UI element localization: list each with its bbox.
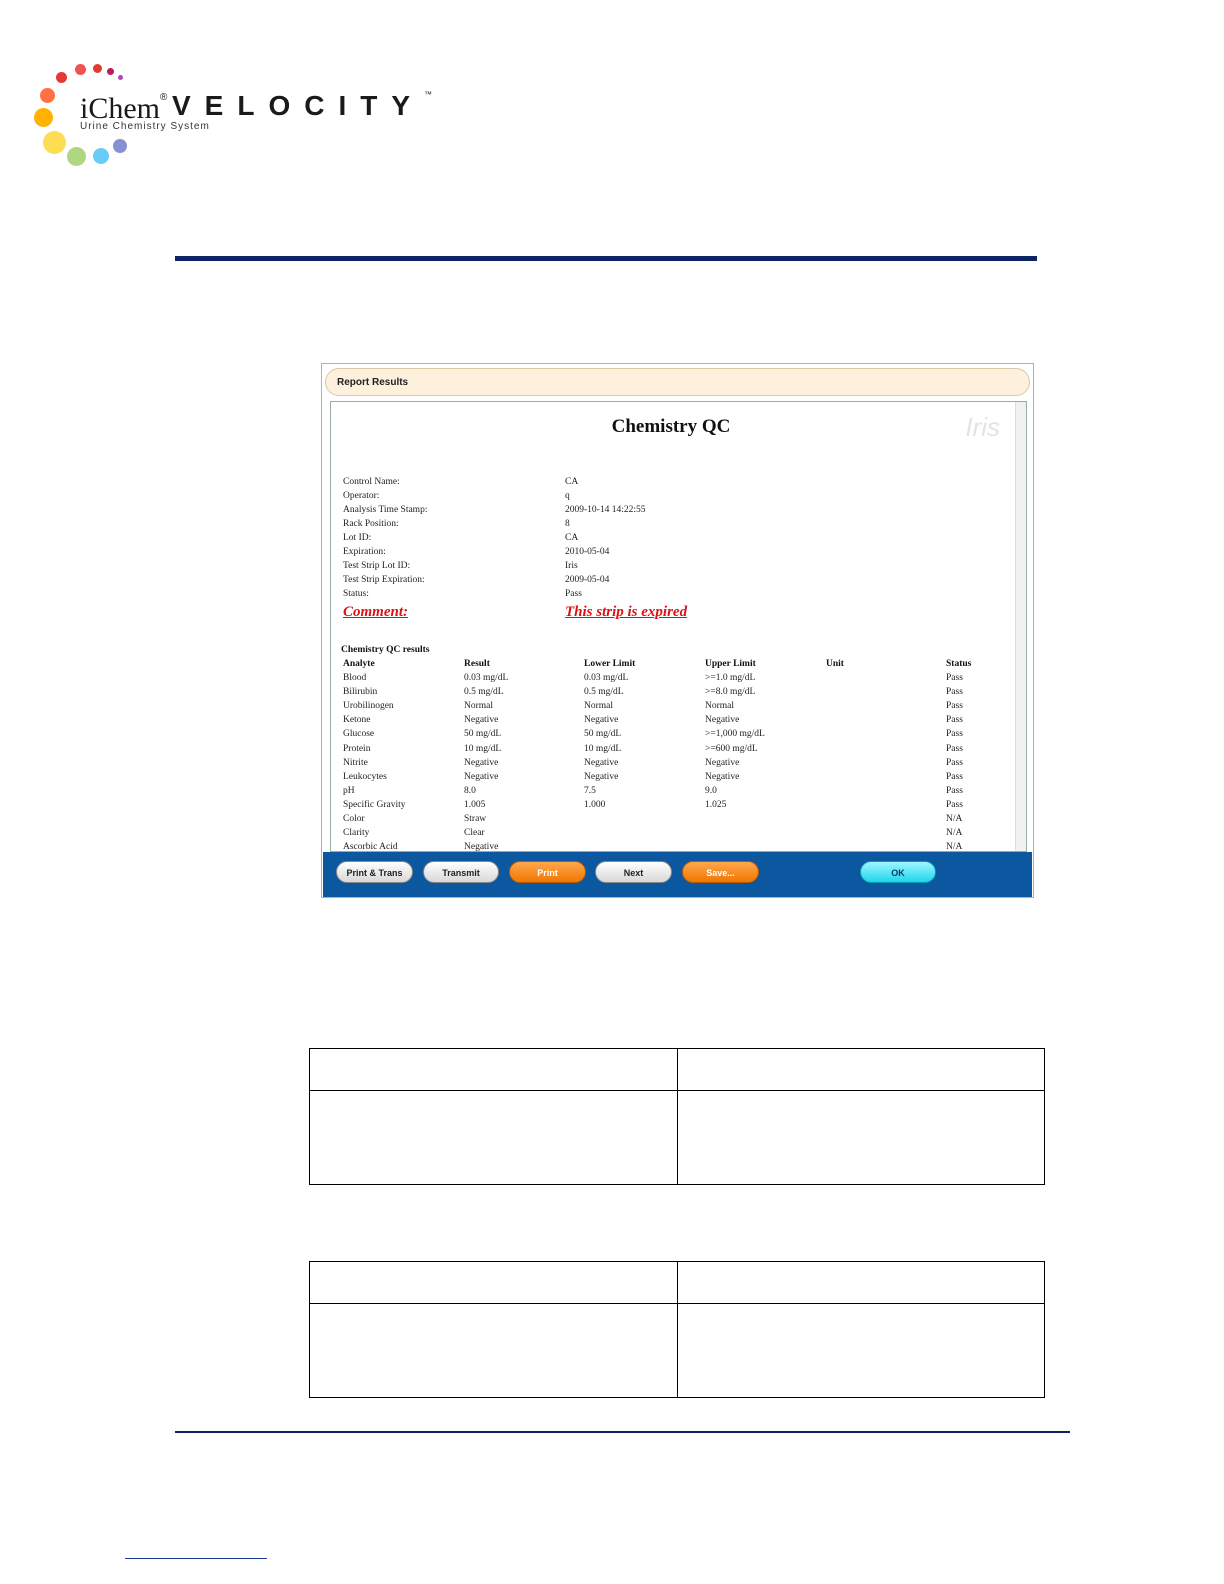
logo-dot	[75, 64, 86, 75]
column-header-lower-limit: Lower Limit	[584, 659, 636, 669]
logo-dot	[107, 68, 114, 75]
table-cell: Clear	[464, 828, 485, 839]
table-cell	[310, 1304, 678, 1398]
table-cell: Protein	[343, 743, 371, 754]
info-value: CA	[565, 533, 579, 543]
table-cell: >=8.0 mg/dL	[705, 687, 756, 698]
table-cell	[310, 1262, 678, 1304]
table-cell: 50 mg/dL	[584, 729, 622, 740]
table-cell: Negative	[705, 771, 740, 782]
blank-table-2	[309, 1261, 1045, 1398]
table-cell: Negative	[584, 757, 619, 768]
ok-button[interactable]: OK	[860, 861, 936, 883]
info-value: 8	[565, 519, 570, 529]
transmit-button[interactable]: Transmit	[423, 861, 499, 883]
table-cell: Bilirubin	[343, 687, 378, 698]
table-cell: Negative	[464, 771, 499, 782]
table-cell: Pass	[946, 799, 963, 810]
table-cell: Ketone	[343, 715, 371, 726]
info-value: q	[565, 491, 570, 501]
report-panel[interactable]	[330, 401, 1027, 852]
logo-dot	[34, 108, 53, 127]
logo-dot	[56, 72, 67, 83]
info-label: Operator:	[343, 491, 380, 501]
logo-dot	[93, 64, 102, 73]
table-cell: 50 mg/dL	[464, 729, 502, 740]
window-title: Report Results	[337, 377, 409, 388]
table-cell: 1.000	[584, 799, 606, 810]
table-cell	[678, 1091, 1045, 1185]
table-cell: Negative	[464, 757, 499, 768]
info-label: Lot ID:	[343, 533, 372, 543]
table-cell: 0.03 mg/dL	[464, 673, 509, 683]
logo-dot	[67, 147, 86, 166]
table-cell: Color	[343, 814, 365, 824]
table-cell: 0.5 mg/dL	[464, 687, 504, 698]
table-cell	[678, 1304, 1045, 1398]
table-cell: >=1.0 mg/dL	[705, 673, 756, 683]
table-cell: Pass	[946, 701, 963, 712]
logo-dot	[40, 88, 55, 103]
logo-dot	[43, 131, 66, 154]
table-cell: Negative	[584, 771, 619, 782]
column-header-upper-limit: Upper Limit	[705, 659, 756, 669]
info-value: CA	[565, 477, 579, 487]
info-label: Test Strip Expiration:	[343, 575, 425, 585]
table-cell: N/A	[946, 828, 963, 839]
table-cell: Leukocytes	[343, 771, 387, 782]
table-cell: Pass	[946, 757, 963, 768]
brand-main: iChem	[80, 92, 160, 125]
table-cell: Urobilinogen	[343, 701, 394, 712]
table-cell: 9.0	[705, 785, 717, 796]
brand-trademark: ™	[424, 90, 433, 99]
info-label: Control Name:	[343, 477, 400, 487]
info-label: Status:	[343, 589, 369, 599]
column-header-status: Status	[946, 659, 972, 669]
next-button[interactable]: Next	[595, 861, 672, 883]
info-value: 2009-10-14 14:22:55	[565, 505, 646, 515]
table-cell: pH	[343, 785, 355, 796]
table-cell: Glucose	[343, 729, 375, 740]
table-cell: Pass	[946, 715, 963, 726]
report-results-window	[321, 363, 1034, 898]
info-label: Expiration:	[343, 547, 386, 557]
comment-label: Comment:	[343, 604, 409, 620]
info-label: Analysis Time Stamp:	[343, 505, 428, 515]
table-cell: Blood	[343, 673, 367, 683]
info-value: 2010-05-04	[565, 547, 610, 557]
table-cell: 0.5 mg/dL	[584, 687, 624, 698]
logo-dot	[93, 148, 109, 164]
report-title: Chemistry QC	[611, 416, 731, 437]
window-titlebar	[325, 368, 1030, 396]
column-header-unit: Unit	[826, 659, 844, 669]
logo-dot	[113, 139, 127, 153]
table-cell: Negative	[464, 715, 499, 726]
footer-rule	[175, 1431, 1070, 1433]
print-and-transmit-button[interactable]: Print & Trans	[336, 861, 413, 883]
info-label: Test Strip Lot ID:	[343, 561, 411, 571]
table-cell: Clarity	[343, 828, 370, 839]
table-cell	[310, 1091, 678, 1185]
table-cell: Negative	[584, 715, 619, 726]
table-cell: Pass	[946, 743, 963, 754]
table-cell: Normal	[705, 701, 735, 712]
table-cell	[678, 1262, 1045, 1304]
info-value: Pass	[565, 589, 582, 599]
table-cell: Pass	[946, 771, 963, 782]
table-cell: >=600 mg/dL	[705, 743, 758, 754]
table-cell: Straw	[464, 814, 487, 824]
table-cell: Negative	[464, 842, 499, 852]
table-cell: Pass	[946, 785, 963, 796]
column-header-analyte: Analyte	[343, 659, 375, 669]
table-cell: 7.5	[584, 785, 596, 796]
brand-velocity	[172, 90, 432, 122]
table-cell: Pass	[946, 673, 963, 683]
table-cell: Normal	[584, 701, 614, 712]
table-cell: >=1,000 mg/dL	[705, 729, 765, 740]
report-scrollbar[interactable]	[1015, 402, 1026, 851]
table-cell: Pass	[946, 687, 963, 698]
brand-secondary: VELOCITY	[172, 90, 425, 121]
table-cell: 10 mg/dL	[464, 743, 502, 754]
table-cell: Specific Gravity	[343, 799, 406, 810]
brand-registered: ®	[160, 92, 168, 103]
table-cell: 1.005	[464, 799, 486, 810]
footer-link-line	[125, 1558, 267, 1559]
table-cell	[310, 1049, 678, 1091]
info-value: Iris	[565, 561, 578, 571]
table-cell: 1.025	[705, 799, 727, 810]
table-cell: 8.0	[464, 785, 476, 796]
table-cell: 10 mg/dL	[584, 743, 622, 754]
iris-watermark: Iris	[965, 412, 1000, 442]
save-button[interactable]: Save...	[682, 861, 759, 883]
table-cell: Nitrite	[343, 757, 368, 768]
logo-dot	[118, 75, 123, 80]
table-cell: N/A	[946, 814, 963, 824]
results-heading: Chemistry QC results	[341, 645, 430, 655]
table-cell: Ascorbic Acid	[343, 842, 398, 852]
info-label: Rack Position:	[343, 519, 399, 529]
blank-table-1	[309, 1048, 1045, 1185]
table-cell: Normal	[464, 701, 494, 712]
table-cell	[678, 1049, 1045, 1091]
table-cell: 0.03 mg/dL	[584, 673, 629, 683]
column-header-result: Result	[464, 659, 490, 669]
comment-value: This strip is expired	[565, 604, 688, 620]
table-cell: Negative	[705, 715, 740, 726]
brand-subtitle: Urine Chemistry System	[80, 121, 210, 132]
info-value: 2009-05-04	[565, 575, 610, 585]
table-cell: N/A	[946, 842, 963, 852]
table-cell: Pass	[946, 729, 963, 740]
header-rule	[175, 256, 1037, 261]
print-button[interactable]: Print	[509, 861, 586, 883]
button-bar	[323, 852, 1032, 897]
table-cell: Negative	[705, 757, 740, 768]
